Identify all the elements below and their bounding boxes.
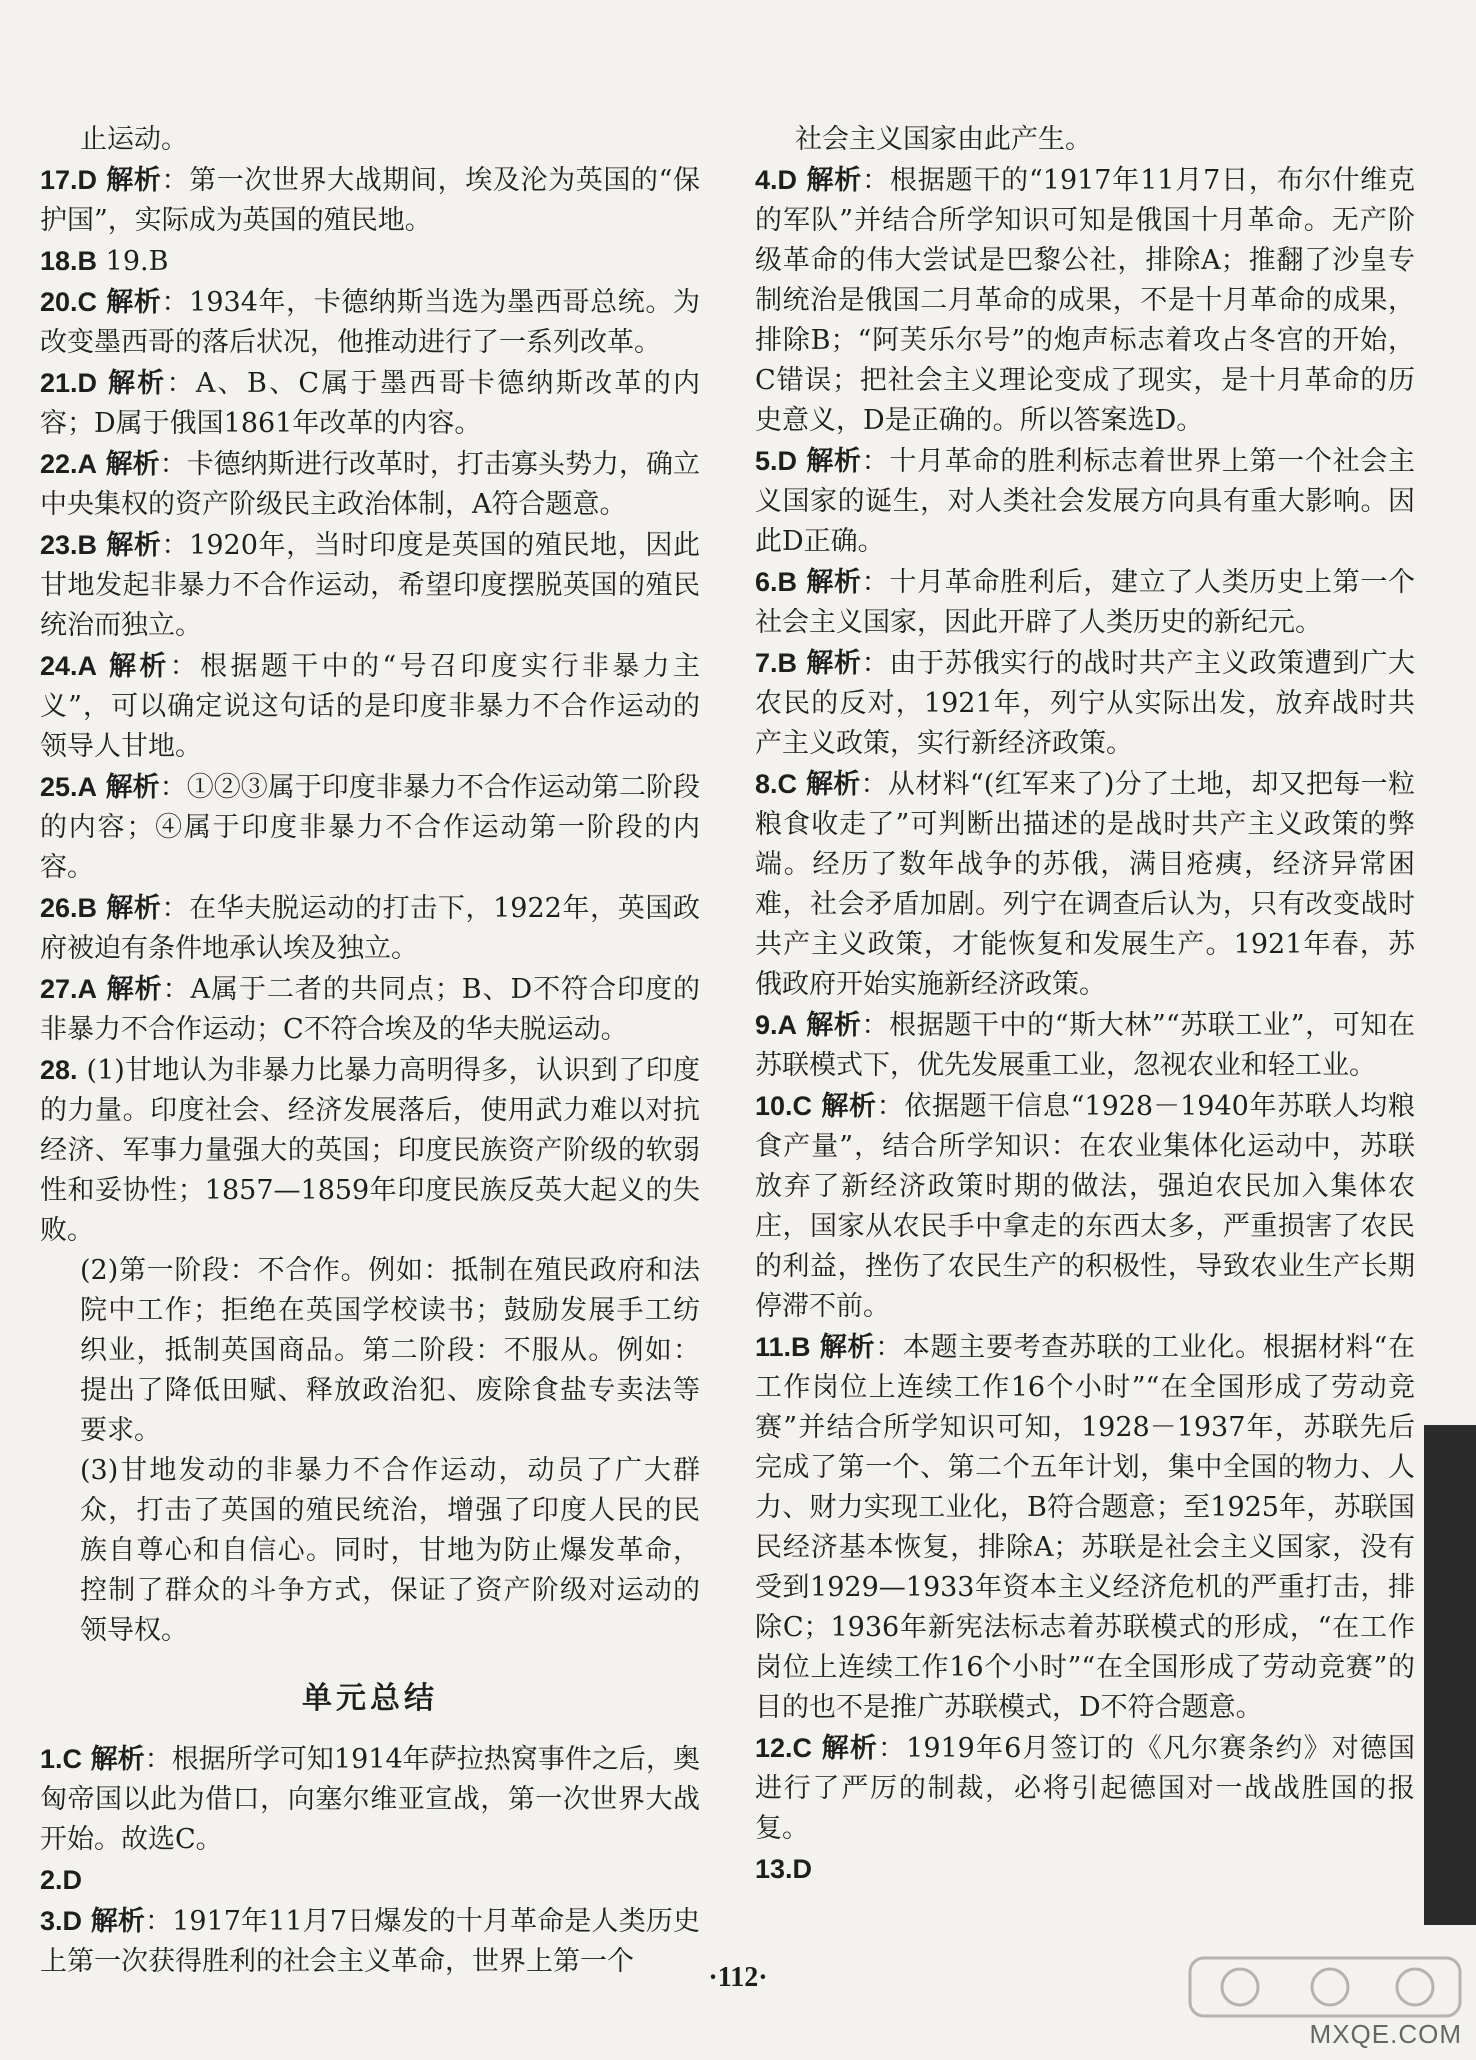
analysis-label: 解析 xyxy=(105,772,160,803)
answer-number: 7.B xyxy=(755,648,798,678)
analysis-label: 解析 xyxy=(806,648,862,679)
answer-text: 19.B xyxy=(105,246,169,277)
answer-number: 2.D xyxy=(40,1865,83,1895)
left-column xyxy=(40,120,700,1982)
analysis-label: 解析 xyxy=(106,974,163,1005)
answer-text: ：十月革命胜利后，建立了人类历史上第一个社会主义国家，因此开辟了人类历史的新纪元。 xyxy=(755,567,1416,638)
answer-entry xyxy=(40,282,700,363)
answer-text: ：1919年6月签订的《凡尔赛条约》对德国进行了严厉的制裁，必将引起德国对一战战胜国的报复。 xyxy=(755,1733,1416,1844)
analysis-label: 解析 xyxy=(806,1010,862,1041)
answer-entry xyxy=(40,444,700,525)
answer-number: 11.B xyxy=(755,1332,811,1362)
answer-number: 3.D xyxy=(40,1906,83,1936)
answer-entry xyxy=(40,969,700,1050)
answer-subpart: (2)第一阶段：不合作。例如：抵制在殖民政府和法院中工作；拒绝在英国学校读书；鼓励发展手工纺织业，抵制英国商品。第二阶段：不服从。例如：提出了降低田赋、释放政治犯、废除食盐专卖法等要求。 xyxy=(80,1255,700,1446)
answer-text: ：十月革命的胜利标志着世界上第一个社会主义国家的诞生，对人类社会发展方向具有重大影响。因此D正确。 xyxy=(755,446,1416,557)
answer-text: ：本题主要考查苏联的工业化。根据材料“在工作岗位上连续工作16个小时”“在全国形成了劳动竞赛”并结合所学知识可知，1928－1937年，苏联先后完成了第一个、第二个五年计划，集中全国的物力、人力、财力实现工业化，B符合题意；至1925年，苏联国民经济基本恢复，排除A；苏联是社会主义国家，没有受到1929—1933年资本主义经济危机的严重打击，排除C；1936年新宪法标志着苏联模式的形成，“在工作岗位上连续工作16个小时”“在全国形成了劳动竞赛”的目的也不是推广苏联模式，D不符合题意。 xyxy=(755,1332,1416,1723)
analysis-label: 解析 xyxy=(109,651,170,682)
answer-text: ：第一次世界大战期间，埃及沦为英国的“保护国”，实际成为英国的殖民地。 xyxy=(40,165,700,236)
analysis-label: 解析 xyxy=(106,530,162,561)
answer-entry xyxy=(40,160,700,241)
answer-number: 17.D xyxy=(40,165,98,195)
answer-number: 10.C xyxy=(755,1091,813,1121)
answer-text: ：1920年，当时印度是英国的殖民地，因此甘地发起非暴力不合作运动，希望印度摆脱英国的殖民统治而独立。 xyxy=(40,530,700,641)
answer-text: ：A属于二者的共同点；B、D不符合印度的非暴力不合作运动；C不符合埃及的华夫脱运动。 xyxy=(40,974,700,1045)
answer-entry xyxy=(40,525,700,646)
answer-entry xyxy=(40,767,700,888)
answer-text: 社会主义国家由此产生。 xyxy=(795,124,1092,155)
answer-entry xyxy=(755,764,1415,1005)
answer-number: 24.A xyxy=(40,651,98,681)
answer-number: 6.B xyxy=(755,567,798,597)
answer-entry xyxy=(755,441,1415,562)
analysis-label: 解析 xyxy=(819,1332,876,1363)
analysis-label: 解析 xyxy=(107,368,167,399)
answer-text: ：1917年11月7日爆发的十月革命是人类历史上第一次获得胜利的社会主义革命，世界上第一个 xyxy=(40,1906,701,1977)
answer-entry xyxy=(40,1050,700,1251)
watermark-text: MXQE.COM xyxy=(1309,2019,1462,2049)
answer-number: 8.C xyxy=(755,769,798,799)
analysis-label: 解析 xyxy=(806,567,862,598)
answer-entry xyxy=(755,643,1415,764)
analysis-label: 解析 xyxy=(106,287,162,318)
answer-entry xyxy=(755,160,1415,441)
analysis-label: 解析 xyxy=(106,165,162,196)
answer-number: 20.C xyxy=(40,287,98,317)
answer-text: ：从材料“(红军来了)分了土地，却又把每一粒粮食收走了”可判断出描述的是战时共产主义政策的弊端。经历了数年战争的苏俄，满目疮痍，经济异常困难，社会矛盾加剧。列宁在调查后认为，只有改变战时共产主义政策，才能恢复和发展生产。1921年春，苏俄政府开始实施新经济政策。 xyxy=(755,769,1416,1000)
answer-entry xyxy=(40,241,700,282)
answer-number: 21.D xyxy=(40,368,98,398)
answer-number: 1.C xyxy=(40,1744,83,1774)
answer-text: ：A、B、C属于墨西哥卡德纳斯改革的内容；D属于俄国1861年改革的内容。 xyxy=(40,368,700,439)
answer-number: 13.D xyxy=(755,1854,813,1884)
page-edge-tab xyxy=(1424,1425,1476,1925)
analysis-label: 解析 xyxy=(806,446,862,477)
answer-entry xyxy=(755,1327,1415,1728)
answer-number: 9.A xyxy=(755,1010,798,1040)
analysis-label: 解析 xyxy=(106,893,162,924)
analysis-label: 解析 xyxy=(90,1906,146,1937)
answer-number: 28. xyxy=(40,1055,78,1085)
answer-number: 12.C xyxy=(755,1733,813,1763)
answer-subpart: (3)甘地发动的非暴力不合作运动，动员了广大群众，打击了英国的殖民统治，增强了印度人民的民族自尊心和自信心。同时，甘地为防止爆发革命，控制了群众的斗争方式，保证了资产阶级对运动的领导权。 xyxy=(80,1455,700,1646)
answer-text: ：①②③属于印度非暴力不合作运动第二阶段的内容；④属于印度非暴力不合作运动第一阶段的内容。 xyxy=(40,772,701,883)
analysis-label: 解析 xyxy=(805,769,861,800)
analysis-label: 解析 xyxy=(90,1744,145,1775)
section-title: 单元总结 xyxy=(302,1681,438,1716)
answer-entry xyxy=(755,1086,1415,1327)
answer-text: ：根据题干中的“斯大林”“苏联工业”，可知在苏联模式下，优先发展重工业，忽视农业和轻工业。 xyxy=(755,1010,1415,1081)
answer-entry xyxy=(40,120,700,160)
answer-entry xyxy=(755,1728,1415,1849)
answer-text: ：由于苏俄实行的战时共产主义政策遭到广大农民的反对，1921年，列宁从实际出发，放弃战时共产主义政策，实行新经济政策。 xyxy=(755,648,1416,759)
answer-entry xyxy=(40,1860,700,1901)
answer-entry xyxy=(755,1849,1415,1890)
answer-text: ：根据题干中的“号召印度实行非暴力主义”，可以确定说这句话的是印度非暴力不合作运动的领导人甘地。 xyxy=(40,651,700,762)
answer-text: ：依据题干信息“1928－1940年苏联人均粮食产量”，结合所学知识：在农业集体化运动中，苏联放弃了新经济政策时期的做法，强迫农民加入集体农庄，国家从农民手中拿走的东西太多，严重损害了农民的利益，挫伤了农民生产的积极性，导致农业生产长期停滞不前。 xyxy=(755,1091,1415,1322)
answer-number: 22.A xyxy=(40,449,98,479)
page-number: ·112· xyxy=(708,1962,768,1993)
analysis-label: 解析 xyxy=(806,165,863,196)
answer-number: 18.B xyxy=(40,246,98,276)
answer-number: 23.B xyxy=(40,530,98,560)
answer-text: (1)甘地认为非暴力比暴力高明得多，认识到了印度的力量。印度社会、经济发展落后，使用武力难以对抗经济、军事力量强大的英国；印度民族资产阶级的软弱性和妥协性；1857—1859年印度民族反英大起义的失败。 xyxy=(40,1055,700,1246)
answer-entry xyxy=(40,888,700,969)
answer-text: ：根据所学可知1914年萨拉热窝事件之后，奥匈帝国以此为借口，向塞尔维亚宣战，第一次世界大战开始。故选C。 xyxy=(40,1744,700,1855)
answer-text: ：在华夫脱运动的打击下，1922年，英国政府被迫有条件地承认埃及独立。 xyxy=(40,893,700,964)
answer-text: ：1934年，卡德纳斯当选为墨西哥总统。为改变墨西哥的落后状况，他推动进行了一系列改革。 xyxy=(40,287,700,358)
answer-entry xyxy=(40,646,700,767)
right-column xyxy=(755,120,1415,1890)
answer-number: 27.A xyxy=(40,974,98,1004)
analysis-label: 解析 xyxy=(105,449,160,480)
answer-number: 5.D xyxy=(755,446,798,476)
answer-entry xyxy=(40,363,700,444)
watermark-logo xyxy=(1180,1952,1470,2052)
analysis-label: 解析 xyxy=(821,1733,879,1764)
answer-entry xyxy=(40,1739,700,1860)
answer-text: ：卡德纳斯进行改革时，打击寡头势力，确立中央集权的资产阶级民主政治体制，A符合题意。 xyxy=(40,449,701,520)
answer-entry xyxy=(755,562,1415,643)
answer-text: ：根据题干的“1917年11月7日，布尔什维克的军队”并结合所学知识可知是俄国十月革命。无产阶级革命的伟大尝试是巴黎公社，排除A；推翻了沙皇专制统治是俄国二月革命的成果，不是十月革命的成果，排除B；“阿芙乐尔号”的炮声标志着攻占冬宫的开始，C错误；把社会主义理论变成了现实，是十月革命的历史意义，D是正确的。所以答案选D。 xyxy=(755,165,1415,436)
answer-entry xyxy=(755,120,1415,160)
answer-number: 26.B xyxy=(40,893,98,923)
answer-entry xyxy=(755,1005,1415,1086)
answer-text: 止运动。 xyxy=(80,124,188,155)
answer-number: 4.D xyxy=(755,165,798,195)
analysis-label: 解析 xyxy=(821,1091,877,1122)
answer-number: 25.A xyxy=(40,772,98,802)
